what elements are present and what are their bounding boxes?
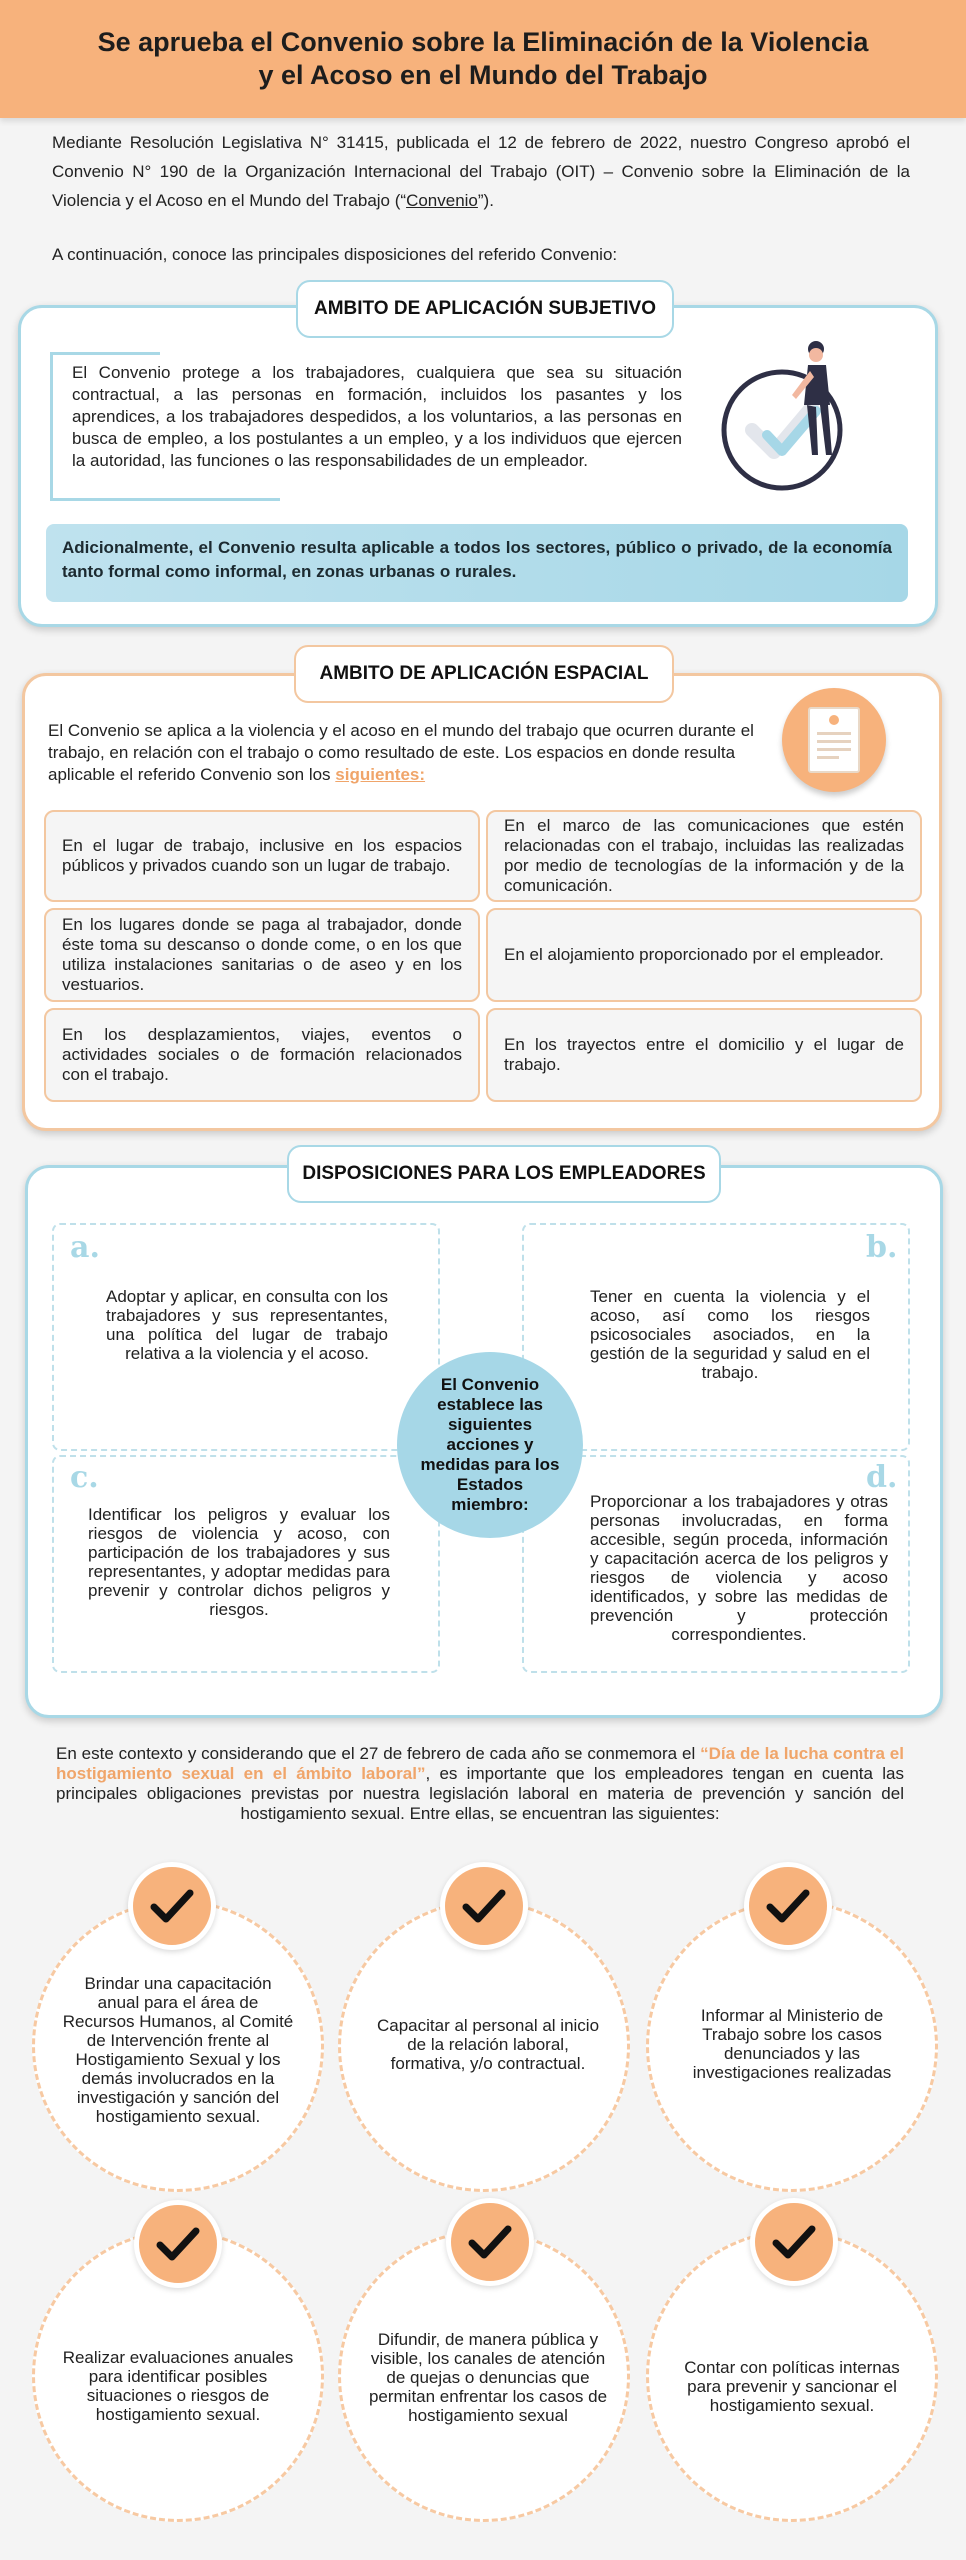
person-checkmark-illustration — [712, 335, 862, 495]
spatial-item — [44, 1008, 480, 1102]
spatial-item — [486, 908, 922, 1002]
obligation-text: Informar al Ministerio de Trabajo sobre los casos denunciados y las investigaciones realizadas — [692, 2006, 892, 2082]
title-line-1: Se aprueba el Convenio sobre la Eliminación de la Violencia — [97, 27, 869, 57]
obligation-text: Difundir, de manera pública y visible, los canales de atención de quejas o denuncias que permitan enfrentar los casos de hostigamiento sexual — [368, 2330, 608, 2425]
intro-lead: A continuación, conoce las principales disposiciones del referido Convenio: — [52, 245, 618, 264]
document-icon — [782, 688, 886, 792]
section-subjective-title: AMBITO DE APLICACIÓN SUBJETIVO — [296, 280, 674, 338]
obligation-text: Contar con políticas internas para prevenir y sancionar el hostigamiento sexual. — [684, 2358, 900, 2415]
check-icon — [128, 1862, 216, 1950]
spatial-item-text: En el lugar de trabajo, inclusive en los espacios públicos y privados cuando son un lugar de trabajo. — [62, 836, 462, 875]
check-icon — [440, 1862, 528, 1950]
quote-border-bottom — [50, 498, 280, 501]
obligation-text: Capacitar al personal al inicio de la relación laboral, formativa, y/o contractual. — [376, 2016, 600, 2073]
check-icon — [744, 1862, 832, 1950]
intro-text: Mediante Resolución Legislativa N° 31415, publicada el 12 de febrero de 2022, nuestro Congreso aprobó el Convenio N° 190 de la Organización Internacional del Trabajo (OIT) – Convenio sobre la Eliminación de la Violencia y el Acoso en el Mundo del Trabajo (“ — [52, 133, 910, 210]
measure-a-text: Adoptar y aplicar, en consulta con los trabajadores y sus representantes, una política del lugar de trabajo relativa a la violencia y el acoso. — [106, 1287, 388, 1363]
spatial-item-text: En los lugares donde se paga al trabajador, donde éste toma su descanso o donde come, o en los que utiliza instalaciones sanitarias o de aseo y en los vestuarios. — [62, 915, 462, 994]
header-banner — [0, 0, 966, 118]
section-employers-title: DISPOSICIONES PARA LOS EMPLEADORES — [287, 1145, 721, 1203]
spatial-item-text: En los trayectos entre el domicilio y el lugar de trabajo. — [504, 1035, 904, 1074]
spatial-item-text: En el marco de las comunicaciones que estén relacionadas con el trabajo, incluidas las realizadas por medio de tecnologías de la información y de la comunicación. — [504, 816, 904, 895]
check-icon — [750, 2198, 838, 2286]
intro-paragraph — [52, 128, 910, 215]
section-spatial-body-text: El Convenio se aplica a la violencia y el acoso en el mundo del trabajo que ocurren durante el trabajo, en relación con el trabajo o como resultado de este. Los espacios en donde resulta aplicable el referido Convenio son los — [48, 721, 754, 784]
measure-d-letter: d. — [866, 1460, 898, 1495]
measure-c-text: Identificar los peligros y evaluar los riesgos de violencia y acoso, con participación de los trabajadores y sus representantes, y adoptar medidas para prevenir y controlar dichos peligros y riesgos. — [88, 1505, 390, 1619]
context-paragraph — [56, 1744, 904, 1824]
check-icon — [446, 2198, 534, 2286]
spatial-item — [44, 810, 480, 902]
check-icon — [134, 2200, 222, 2288]
measure-b-letter: b. — [866, 1230, 898, 1265]
context-text: En este contexto y considerando que el 27 de febrero de cada año se conmemora el — [56, 1744, 701, 1763]
convenio-link[interactable]: Convenio — [406, 191, 478, 210]
intro-text-end: ”). — [477, 191, 494, 210]
measure-b-text: Tener en cuenta la violencia y el acoso, así como los riesgos psicosociales asociados, en la gestión de la seguridad y salud en el trabajo. — [590, 1287, 870, 1382]
context-highlight: “Día de la lucha contra el hostigamiento sexual en el ámbito laboral” — [56, 1744, 904, 1783]
section-subjective-note: Adicionalmente, el Convenio resulta aplicable a todos los sectores, público o privado, de la economía tanto formal como informal, en zonas urbanas o rurales. — [46, 524, 908, 602]
spatial-item — [486, 1008, 922, 1102]
page-title — [83, 26, 883, 92]
measure-c-letter: c. — [70, 1460, 99, 1495]
spatial-item-text: En los desplazamientos, viajes, eventos o actividades sociales o de formación relacionados con el trabajo. — [62, 1025, 462, 1084]
spatial-item — [44, 908, 480, 1002]
measure-d-text: Proporcionar a los trabajadores y otras personas involucradas, en forma accesible, según proceda, información y capacitación acerca de los peligros y riesgos de violencia y acoso identificados, y sobre las medidas de prevención y protección correspondientes. — [590, 1492, 888, 1644]
section-spatial-body — [48, 720, 766, 786]
section-spatial-highlight: siguientes: — [335, 765, 426, 784]
spatial-item — [486, 810, 922, 902]
measure-a-letter: a. — [70, 1230, 100, 1265]
center-circle: El Convenio establece las siguientes acciones y medidas para los Estados miembro: — [397, 1352, 583, 1538]
context-text-end: , es importante que los empleadores tengan en cuenta las principales obligaciones previstas por nuestra legislación laboral en materia de prevención y sanción del hostigamiento sexual. Entre ellas, se encuentran las siguientes: — [56, 1764, 904, 1823]
title-line-2: y el Acoso en el Mundo del Trabajo — [258, 60, 708, 90]
spatial-item-text: En el alojamiento proporcionado por el empleador. — [504, 945, 884, 964]
section-subjective-body: El Convenio protege a los trabajadores, cualquiera que sea su situación contractual, a las personas en formación, incluidos los pasantes y los aprendices, a los trabajadores despedidos, a los voluntarios, a las personas en busca de empleo, a los postulantes a un empleo, y a los individuos que ejercen la autoridad, las funciones o las responsabilidades de un empleador. — [72, 363, 682, 470]
obligation-text: Brindar una capacitación anual para el área de Recursos Humanos, al Comité de Intervención frente al Hostigamiento Sexual y los demás involucrados en la investigación y sanción del hostigamiento sexual. — [62, 1974, 294, 2126]
section-spatial-title: AMBITO DE APLICACIÓN ESPACIAL — [294, 645, 674, 703]
obligation-text: Realizar evaluaciones anuales para identificar posibles situaciones o riesgos de hostigamiento sexual. — [62, 2348, 294, 2424]
